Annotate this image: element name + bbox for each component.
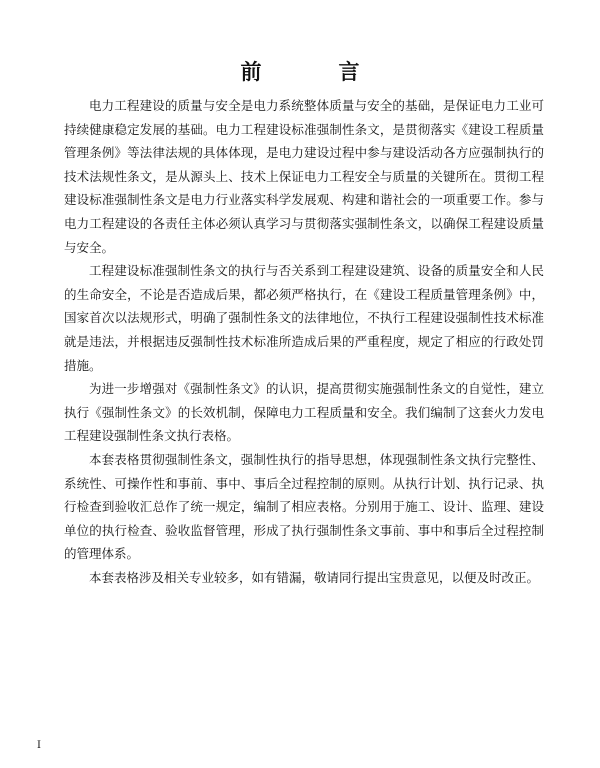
paragraph: 工程建设标准强制性条文的执行与否关系到工程建设建筑、设备的质量安全和人民的生命安全，不论是否造成后果，都必须严格执行，在《建设工程质量管理条例》中，国家首次以法规形式，明确了强制性条文的法律地位，不执行工程建设强制性技术标准就是违法，并根据违反强制性技术标准所造成后果的严重程度，规定了相应的行政处罚措施。 bbox=[64, 263, 544, 373]
page-title: 前 言 bbox=[240, 60, 388, 85]
page-number: I bbox=[37, 740, 41, 751]
paragraph: 电力工程建设的质量与安全是电力系统整体质量与安全的基础，是保证电力工业可持续健康稳定发展的基础。电力工程建设标准强制性条文，是贯彻落实《建设工程质量管理条例》等法律法规的具体体现，是电力建设过程中参与建设活动各方应强制执行的技术法规性条文，是从源头上、技术上保证电力工程安全与质量的关键所在。贯彻工程建设标准强制性条文是电力行业落实科学发展观、构建和谐社会的一项重要工作。参与电力工程建设的各责任主体必须认真学习与贯彻落实强制性条文，以确保工程建设质量与安全。 bbox=[64, 98, 544, 255]
preface-body bbox=[64, 94, 544, 589]
paragraph: 为进一步增强对《强制性条文》的认识，提高贯彻实施强制性条文的自觉性，建立执行《强制性条文》的长效机制，保障电力工程质量和安全。我们编制了这套火力发电工程建设强制性条文执行表格。 bbox=[64, 381, 544, 444]
paragraph: 本套表格涉及相关专业较多，如有错漏，敬请同行提出宝贵意见，以便及时改正。 bbox=[89, 569, 540, 585]
paragraph: 本套表格贯彻强制性条文，强制性执行的指导思想，体现强制性条文执行完整性、系统性、可操作性和事前、事中、事后全过程控制的原则。从执行计划、执行记录、执行检查到验收汇总作了统一规定，编制了相应表格。分别用于施工、设计、监理、建设单位的执行检查、验收监督管理，形成了执行强制性条文事前、事中和事后全过程控制的管理体系。 bbox=[64, 451, 544, 562]
